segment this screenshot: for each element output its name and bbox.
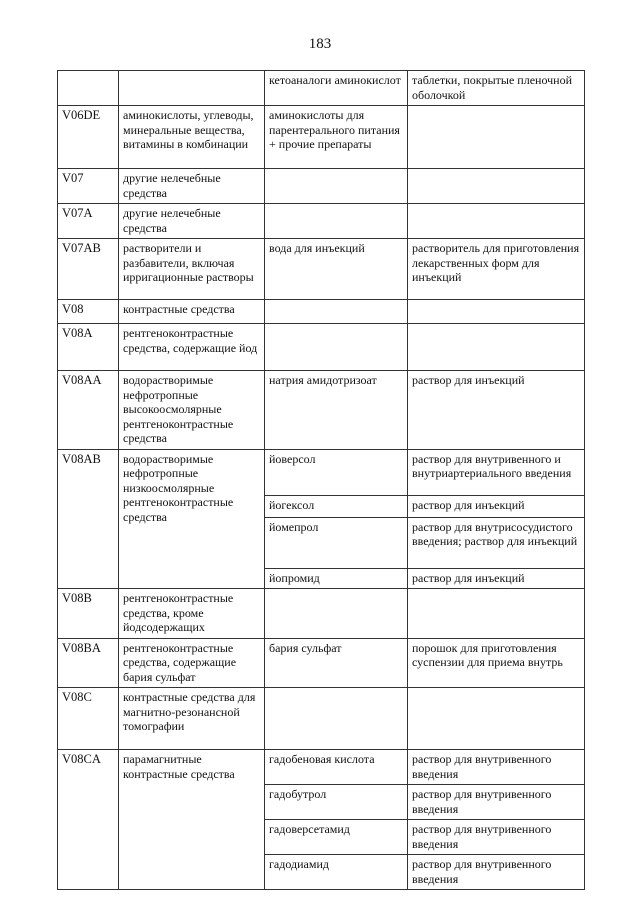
group-name: контрастные средства bbox=[119, 300, 265, 324]
table-row bbox=[58, 106, 585, 169]
table-row bbox=[58, 300, 585, 324]
drug-name bbox=[265, 688, 408, 750]
atc-code: V08AA bbox=[58, 371, 119, 450]
drug-name: аминокислоты для парентерального питания + прочие препараты bbox=[265, 106, 408, 169]
dosage-form: раствор для инъекций bbox=[408, 495, 585, 517]
table-row bbox=[58, 371, 585, 450]
table-row bbox=[58, 169, 585, 204]
table-row bbox=[58, 71, 585, 106]
atc-code: V08C bbox=[58, 688, 119, 750]
group-name: растворители и разбавители, включая ирригационные растворы bbox=[119, 239, 265, 300]
table-row bbox=[58, 638, 585, 688]
atc-code: V08B bbox=[58, 589, 119, 639]
page-number: 183 bbox=[308, 36, 332, 52]
drug-name: кетоаналоги аминокислот bbox=[265, 71, 408, 106]
table-row bbox=[58, 688, 585, 750]
dosage-form bbox=[408, 324, 585, 371]
table-row bbox=[58, 449, 585, 495]
atc-code bbox=[58, 71, 119, 106]
dosage-form: раствор для внутривенного введения bbox=[408, 820, 585, 855]
drug-name bbox=[265, 300, 408, 324]
dosage-form: раствор для инъекций bbox=[408, 371, 585, 450]
dosage-form: таблетки, покрытые пленочной оболочкой bbox=[408, 71, 585, 106]
group-name: парамагнитные контрастные средства bbox=[119, 750, 265, 890]
group-name: рентгеноконтрастные средства, кроме йодсодержащих bbox=[119, 589, 265, 639]
dosage-form bbox=[408, 688, 585, 750]
drug-name: вода для инъекций bbox=[265, 239, 408, 300]
dosage-form: порошок для приготовления суспензии для приема внутрь bbox=[408, 638, 585, 688]
group-name: другие нелечебные средства bbox=[119, 169, 265, 204]
group-name bbox=[119, 71, 265, 106]
table-row bbox=[58, 204, 585, 239]
drug-name bbox=[265, 589, 408, 639]
dosage-form: раствор для внутрисосудистого введения; раствор для инъекций bbox=[408, 517, 585, 568]
atc-code: V08 bbox=[58, 300, 119, 324]
dosage-form: растворитель для приготовления лекарственных форм для инъекций bbox=[408, 239, 585, 300]
dosage-form: раствор для внутривенного введения bbox=[408, 855, 585, 890]
group-name: другие нелечебные средства bbox=[119, 204, 265, 239]
dosage-form bbox=[408, 300, 585, 324]
table-row bbox=[58, 324, 585, 371]
drug-name: йоверсол bbox=[265, 449, 408, 495]
drug-name: гадодиамид bbox=[265, 855, 408, 890]
atc-code: V08AB bbox=[58, 449, 119, 589]
drug-name bbox=[265, 324, 408, 371]
atc-code: V08BA bbox=[58, 638, 119, 688]
atc-code: V07A bbox=[58, 204, 119, 239]
dosage-form bbox=[408, 106, 585, 169]
drug-name: йопромид bbox=[265, 568, 408, 589]
table-row bbox=[58, 750, 585, 785]
drug-name: гадобеновая кислота bbox=[265, 750, 408, 785]
drug-name: гадобутрол bbox=[265, 785, 408, 820]
dosage-form: раствор для инъекций bbox=[408, 568, 585, 589]
group-name: водорастворимые нефротропные высокоосмолярные рентгеноконтрастные средства bbox=[119, 371, 265, 450]
dosage-form: раствор для внутривенного введения bbox=[408, 785, 585, 820]
atc-code: V08A bbox=[58, 324, 119, 371]
group-name: рентгеноконтрастные средства, содержащие йод bbox=[119, 324, 265, 371]
dosage-form bbox=[408, 204, 585, 239]
dosage-form: раствор для внутривенного и внутриартериального введения bbox=[408, 449, 585, 495]
drug-name: йомепрол bbox=[265, 517, 408, 568]
table-row bbox=[58, 589, 585, 639]
drug-name bbox=[265, 204, 408, 239]
drug-name: йогексол bbox=[265, 495, 408, 517]
group-name: водорастворимые нефротропные низкоосмолярные рентгеноконтрастные средства bbox=[119, 449, 265, 589]
group-name: аминокислоты, углеводы, минеральные вещества, витамины в комбинации bbox=[119, 106, 265, 169]
dosage-form bbox=[408, 169, 585, 204]
dosage-form bbox=[408, 589, 585, 639]
dosage-form: раствор для внутривенного введения bbox=[408, 750, 585, 785]
drug-table bbox=[57, 70, 585, 890]
atc-code: V08CA bbox=[58, 750, 119, 890]
drug-name: натрия амидотризоат bbox=[265, 371, 408, 450]
drug-name: бария сульфат bbox=[265, 638, 408, 688]
atc-code: V07 bbox=[58, 169, 119, 204]
drug-name: гадоверсетамид bbox=[265, 820, 408, 855]
group-name: рентгеноконтрастные средства, содержащие бария сульфат bbox=[119, 638, 265, 688]
atc-code: V06DE bbox=[58, 106, 119, 169]
drug-name bbox=[265, 169, 408, 204]
atc-code: V07AB bbox=[58, 239, 119, 300]
group-name: контрастные средства для магнитно-резонансной томографии bbox=[119, 688, 265, 750]
table-row bbox=[58, 239, 585, 300]
